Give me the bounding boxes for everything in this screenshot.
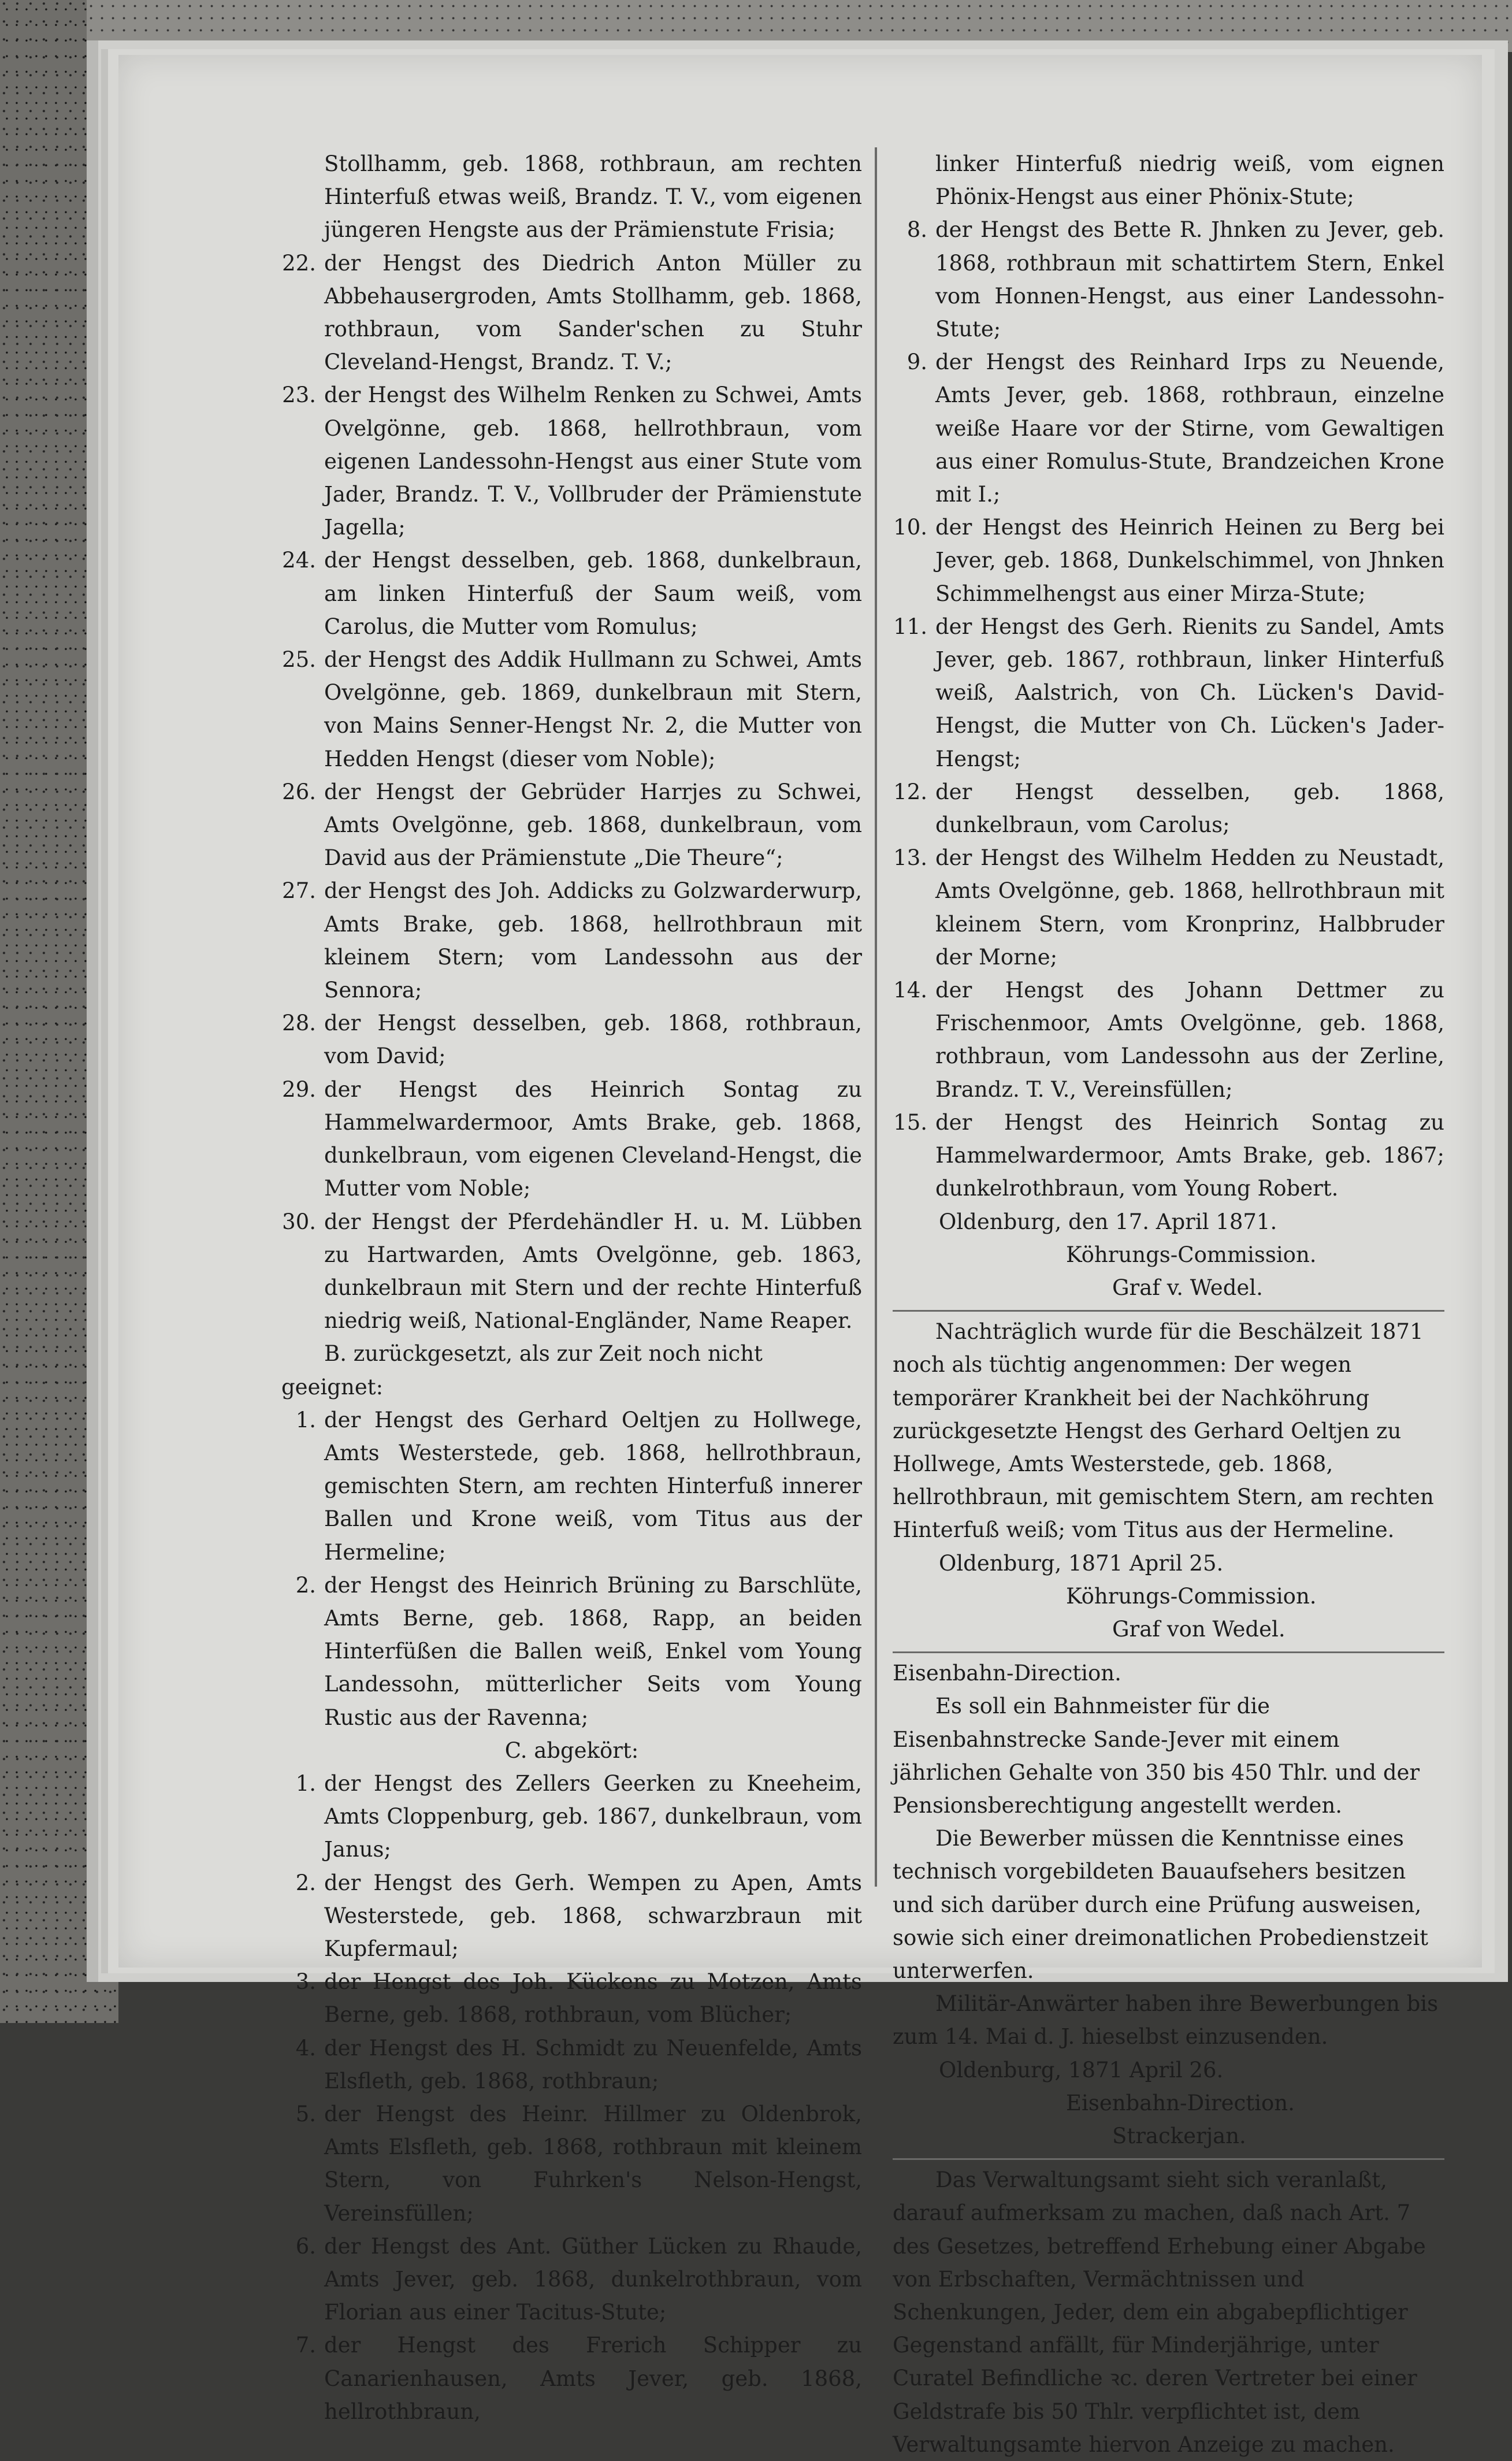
item-number: 5. [295,2101,316,2126]
item-text: der Hengst des H. Schmidt zu Neuenfelde, Amts Elsfleth, geb. 1868, rothbraun; [324,2035,862,2093]
item-text: der Hengst des Heinr. Hillmer zu Oldenbrok, Amts Elsfleth, geb. 1868, rothbraun mit kleinem Stern, von Fuhrken's Nelson-Hengst, Vereinsfüllen; [324,2101,862,2226]
item-text: der Hengst des Wilhelm Renken zu Schwei, Amts Ovelgönne, geb. 1868, hellrothbraun, vom eigenen Landessohn-Hengst aus einer Stute vom Jader, Brandz. T. V., Vollbruder der Prämienstute Jagella; [324,383,862,540]
list-item [281,643,862,775]
signature-body: Eisenbahn-Direction. [1066,2090,1295,2115]
place-date: Oldenburg, 1871 April 26. [939,2057,1224,2083]
list-item [281,378,862,544]
item-number: 11. [893,614,927,639]
list-item [893,511,1444,610]
item-number: 14. [893,978,927,1003]
item-number: 1. [295,1770,316,1796]
item-text: der Hengst des Heinrich Heinen zu Berg bei Jever, geb. 1868, Dunkelschimmel, von Jhnken Schimmelhengst aus einer Mirza-Stute; [935,515,1444,606]
list-item [281,1866,862,1966]
item-number: 29. [282,1077,316,1102]
paragraph: Militär-Anwärter haben ihre Bewerbungen bis zum 14. Mai d. J. hieselbst einzusenden. [893,1991,1439,2050]
item-number: 6. [295,2233,316,2259]
item-text: der Hengst der Pferdehändler H. u. M. Lübben zu Hartwarden, Amts Ovelgönne, geb. 1863, dunkelbraun mit Stern und der rechte Hinterfuß niedrig weiß, National-Engländer, Name Reaper. [324,1209,862,1334]
item-number: 7. [295,2333,316,2358]
place-date: Oldenburg, den 17. April 1871. [939,1209,1277,1234]
section-title: Eisenbahn-Direction. [893,1661,1121,1686]
signature-body: Köhrungs-Commission. [1066,1242,1317,1267]
item-number: 23. [282,383,316,408]
continued-text: Stollhamm, geb. 1868, rothbraun, am rechten Hinterfuß etwas weiß, Brandz. T. V., vom eigenen jüngeren Hengste aus der Prämienstute Frisia; [324,151,862,243]
item-text: der Hengst des Diedrich Anton Müller zu Abbehausergroden, Amts Stollhamm, geb. 1868, rothbraun, vom Sander'schen zu Stuhr Cleveland-Hengst, Brandz. T. V.; [324,250,862,375]
list-item [281,1767,862,1866]
paragraph: Es soll ein Bahnmeister für die Eisenbahnstrecke Sande-Jever mit einem jährlichen Gehalte von 350 bis 450 Thlr. und der Pensionsberechtigung angestellt werden. [893,1694,1420,1818]
item-text: der Hengst des Johann Dettmer zu Frischenmoor, Amts Ovelgönne, geb. 1868, rothbraun, vom Landessohn aus der Zerline, Brandz. T. V., Vereinsfüllen; [935,978,1444,1102]
item-number: 2. [295,1870,316,1895]
section-heading: C. abgekört: [504,1738,639,1763]
item-text: der Hengst des Heinrich Sontag zu Hammelwardermoor, Amts Brake, geb. 1867; dunkelrothbraun, vom Young Robert. [935,1109,1444,1201]
paragraph: Nachträglich wurde für die Beschälzeit 1871 noch als tüchtig angenommen: Der wegen temporärer Krankheit bei der Nachköhrung zurückgesetzte Hengst des Gerhard Oeltjen zu Hollwege, Amts Westerstede, geb. 1868, hellrothbraun, mit gemischtem Stern, am rechten Hinterfuß weiß; vom Titus aus der Hermeline. [893,1319,1434,1543]
item-number: 26. [282,779,316,804]
list-item [893,346,1444,511]
list-item [281,1073,862,1205]
item-number: 13. [893,845,927,871]
item-text: der Hengst des Heinrich Brüning zu Barschlüte, Amts Berne, geb. 1868, Rapp, an beiden Hinterfüßen die Ballen weiß, Enkel vom Young Landessohn, mütterlicher Seits vom Young Rustic aus der Ravenna; [324,1572,862,1730]
item-text: der Hengst der Gebrüder Harrjes zu Schwei, Amts Ovelgönne, geb. 1868, dunkelbraun, vom David aus der Prämienstute „Die Theure“; [324,779,862,871]
list-item [281,544,862,643]
place-date: Oldenburg, 1871 April 25. [939,1550,1224,1576]
list-item [281,2098,862,2230]
item-number: 24. [282,548,316,573]
item-number: 2. [295,1572,316,1598]
section-rule [893,2158,1444,2160]
list-item [281,874,862,1007]
list-item [281,1007,862,1072]
item-text: der Hengst desselben, geb. 1868, dunkelbraun, am linken Hinterfuß der Saum weiß, vom Carolus, die Mutter vom Romulus; [324,548,862,639]
item-text: der Hengst des Reinhard Irps zu Neuende, Amts Jever, geb. 1868, rothbraun, einzelne weiße Haare vor der Stirne, vom Gewaltigen aus einer Romulus-Stute, Brandzeichen Krone mit I.; [935,350,1444,507]
item-number: 3. [295,1969,316,1995]
item-number: 15. [893,1109,927,1135]
list-item [893,841,1444,974]
item-text: der Hengst des Gerh. Wempen zu Apen, Amts Westerstede, geb. 1868, schwarzbraun mit Kupfermaul; [324,1870,862,1961]
item-text: der Hengst des Addik Hullmann zu Schwei, Amts Ovelgönne, geb. 1869, dunkelbraun mit Stern, von Mains Senner-Hengst Nr. 2, die Mutter von Hedden Hengst (dieser vom Noble); [324,647,862,771]
list-item [281,1205,862,1338]
list-item [893,1106,1444,1205]
item-text: der Hengst des Wilhelm Hedden zu Neustadt, Amts Ovelgönne, geb. 1868, hellrothbraun mit kleinem Stern, vom Kronprinz, Halbbruder der Morne; [935,845,1444,970]
list-item [281,1965,862,2031]
list-item [281,1569,862,1734]
list-item [893,775,1444,841]
left-column [281,147,862,2428]
item-number: 25. [282,647,316,673]
item-number: 12. [893,779,927,804]
signature-name: Graf von Wedel. [1112,1616,1286,1642]
item-number: 8. [907,217,927,243]
list-item [893,213,1444,346]
item-text: der Hengst des Heinrich Sontag zu Hammelwardermoor, Amts Brake, geb. 1868, dunkelbraun, vom eigenen Cleveland-Hengst, die Mutter vom Noble; [324,1077,862,1201]
column-divider [875,147,877,1887]
item-number: 22. [282,250,316,276]
item-number: 30. [282,1209,316,1234]
list-item [893,610,1444,775]
item-number: 28. [282,1011,316,1036]
list-item [281,2032,862,2098]
item-text: der Hengst desselben, geb. 1868, dunkelbraun, vom Carolus; [935,779,1444,838]
signature-name: Graf v. Wedel. [1112,1275,1263,1300]
signature-name: Strackerjan. [1112,2123,1246,2148]
item-number: 10. [893,515,927,540]
list-item [893,974,1444,1106]
item-text: der Hengst des Frerich Schipper zu Canarienhausen, Amts Jever, geb. 1868, hellrothbraun, [324,2333,862,2424]
item-number: 1. [295,1407,316,1432]
item-text: der Hengst des Joh. Addicks zu Golzwarderwurp, Amts Brake, geb. 1868, hellrothbraun mit kleinem Stern; vom Landessohn aus der Sennora; [324,878,862,1003]
item-text: der Hengst des Joh. Kückens zu Motzen, Amts Berne, geb. 1868, rothbraun, vom Blücher; [324,1969,862,2028]
list-item [281,2230,862,2329]
item-number: 4. [295,2035,316,2061]
item-number: 9. [907,350,927,375]
list-item [281,775,862,875]
item-text: der Hengst desselben, geb. 1868, rothbraun, vom David; [324,1011,862,1069]
paragraph: B. zurückgesetzt, als zur Zeit noch nicht geeignet: [281,1341,763,1400]
right-column [893,147,1444,2461]
signature-body: Köhrungs-Commission. [1066,1583,1317,1609]
continued-text: linker Hinterfuß niedrig weiß, vom eignen Phönix-Hengst aus einer Phönix-Stute; [935,151,1444,210]
item-text: der Hengst des Ant. Güther Lücken zu Rhaude, Amts Jever, geb. 1868, dunkelrothbraun, vom Florian aus einer Tacitus-Stute; [324,2233,862,2325]
item-text: der Hengst des Bette R. Jhnken zu Jever, geb. 1868, rothbraun mit schattirtem Stern, Enkel vom Honnen-Hengst, aus einer Landessohn-Stute; [935,217,1444,342]
item-text: der Hengst des Gerh. Rienits zu Sandel, Amts Jever, geb. 1867, rothbraun, linker Hinterfuß weiß, Aalstrich, von Ch. Lücken's David-Hengst, die Mutter von Ch. Lücken's Jader-Hengst; [935,614,1444,771]
item-number: 27. [282,878,316,904]
paragraph: Die Bewerber müssen die Kenntnisse eines technisch vorgebildeten Bauaufsehers besitzen und sich darüber durch eine Prüfung ausweisen, sowie sich einer dreimonatlichen Probedienstzeit unterwerfen. [893,1826,1429,1983]
list-item [281,1404,862,1569]
list-item [281,247,862,379]
item-text: der Hengst des Zellers Geerken zu Kneeheim, Amts Cloppenburg, geb. 1867, dunkelbraun, vom Janus; [324,1770,862,1862]
item-text: der Hengst des Gerhard Oeltjen zu Hollwege, Amts Westerstede, geb. 1868, hellrothbraun, gemischten Stern, am rechten Hinterfuß innerer Ballen und Krone weiß, vom Titus aus der Hermeline; [324,1407,862,1565]
section-rule [893,1310,1444,1312]
section-rule [893,1651,1444,1653]
list-item [281,2329,862,2428]
paragraph: Das Verwaltungsamt sieht sich veranlaßt, darauf aufmerksam zu machen, daß nach Art. 7 des Gesetzes, betreffend Erhebung einer Abgabe von Erbschaften, Vermächtnissen und Schenkungen, Jeder, dem ein abgabepflichtiger Gegenstand anfällt, für Minderjährige, unter Curatel Befindliche ꝛc. deren Vertreter bei einer Geldstrafe bis 50 Thlr. verpflichtet ist, dem Verwaltungsamte hiervon Anzeige zu machen. [893,2167,1426,2457]
